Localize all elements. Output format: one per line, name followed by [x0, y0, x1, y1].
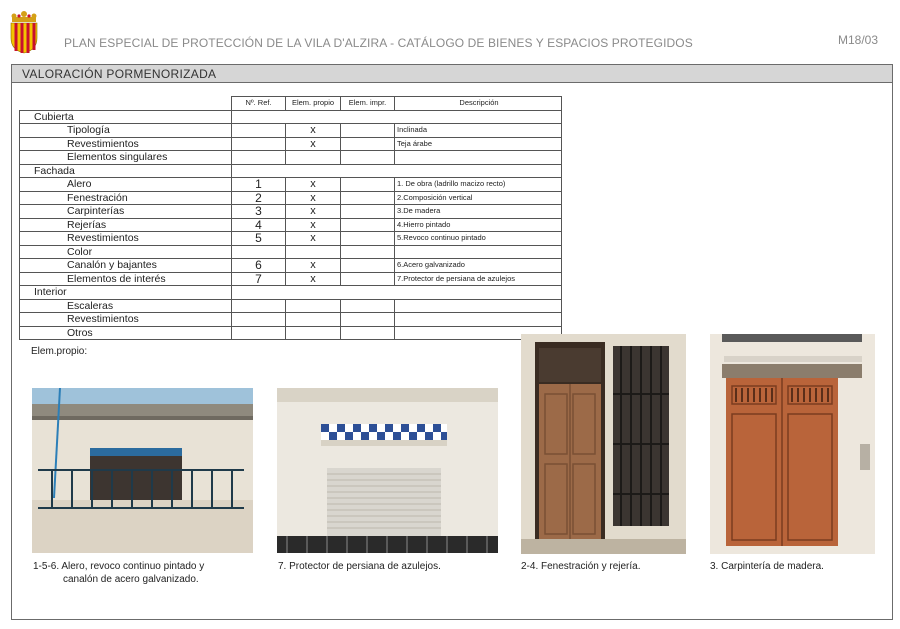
alzira-coat-of-arms-logo: [8, 10, 40, 54]
fenestration-grille-image: [521, 334, 686, 554]
document-title: PLAN ESPECIAL DE PROTECCIÓN DE LA VILA D'ALZIRA - CATÁLOGO DE BIENES Y ESPACIOS PROTEGIDOS: [64, 36, 693, 50]
row-description: [395, 299, 562, 313]
table-group-row: [20, 286, 562, 300]
group-filler: [232, 110, 562, 124]
row-description: Inclinada: [395, 124, 562, 138]
row-ref: [232, 137, 286, 151]
row-imp-mark: [341, 205, 395, 219]
row-description: 4.Hierro pintado: [395, 218, 562, 232]
row-imp-mark: [341, 124, 395, 138]
row-description: 1. De obra (ladrillo macizo recto): [395, 178, 562, 192]
row-label: Carpinterías: [20, 205, 232, 219]
row-description: 2.Composición vertical: [395, 191, 562, 205]
row-imp-mark: [341, 299, 395, 313]
row-description: [395, 151, 562, 165]
row-imp-mark: [341, 137, 395, 151]
photo-caption-1-line1: 1-5-6. Alero, revoco continuo pintado y: [33, 561, 205, 572]
photo-eave-balcony: [32, 388, 253, 553]
table-group-row: [20, 164, 562, 178]
table-row: [20, 205, 562, 219]
header-imp: Elem. impr.: [341, 97, 395, 111]
photo-caption-1: [33, 560, 204, 586]
tile-shutter-image: [277, 388, 498, 553]
row-ref: [232, 151, 286, 165]
row-label: Otros: [20, 326, 232, 340]
table-row: [20, 245, 562, 259]
row-description: 3.De madera: [395, 205, 562, 219]
row-label: Revestimientos: [20, 137, 232, 151]
row-label: Tipología: [20, 124, 232, 138]
row-imp-mark: [341, 259, 395, 273]
group-label: Fachada: [20, 164, 232, 178]
row-ref: 5: [232, 232, 286, 246]
row-imp-mark: [341, 245, 395, 259]
row-own-mark: x: [286, 232, 341, 246]
row-label: Alero: [20, 178, 232, 192]
row-description: 6.Acero galvanizado: [395, 259, 562, 273]
row-imp-mark: [341, 272, 395, 286]
row-ref: [232, 326, 286, 340]
row-label: Color: [20, 245, 232, 259]
table-header-row: [20, 97, 562, 111]
row-own-mark: x: [286, 191, 341, 205]
row-label: Revestimientos: [20, 313, 232, 327]
photo-caption-1-line2: canalón de acero galvanizado.: [63, 574, 199, 585]
row-description: [395, 245, 562, 259]
table-row: [20, 232, 562, 246]
photo-wooden-door: [710, 334, 875, 554]
row-own-mark: [286, 299, 341, 313]
row-ref: 1: [232, 178, 286, 192]
row-imp-mark: [341, 178, 395, 192]
table-row: [20, 178, 562, 192]
table-row: [20, 299, 562, 313]
row-label: Elementos de interés: [20, 272, 232, 286]
row-label: Rejerías: [20, 218, 232, 232]
row-ref: 4: [232, 218, 286, 232]
header-desc: Descripción: [395, 97, 562, 111]
photo-tile-shutter: [277, 388, 498, 553]
header-own: Elem. propio: [286, 97, 341, 111]
row-own-mark: x: [286, 137, 341, 151]
table-row: [20, 137, 562, 151]
row-imp-mark: [341, 218, 395, 232]
legend-label: Elem.propio:: [31, 346, 88, 357]
table-row: [20, 326, 562, 340]
row-ref: 6: [232, 259, 286, 273]
row-ref: 2: [232, 191, 286, 205]
row-description: 7.Protector de persiana de azulejos: [395, 272, 562, 286]
row-own-mark: [286, 326, 341, 340]
table-row: [20, 191, 562, 205]
row-imp-mark: [341, 191, 395, 205]
row-own-mark: x: [286, 272, 341, 286]
row-ref: [232, 299, 286, 313]
eave-balcony-image: [32, 388, 253, 553]
row-own-mark: x: [286, 205, 341, 219]
photo-caption-2: 7. Protector de persiana de azulejos.: [278, 561, 441, 572]
row-description: 5.Revoco continuo pintado: [395, 232, 562, 246]
table-body: [20, 110, 562, 340]
row-label: Fenestración: [20, 191, 232, 205]
group-filler: [232, 164, 562, 178]
row-own-mark: x: [286, 124, 341, 138]
section-title-bar: VALORACIÓN PORMENORIZADA: [11, 64, 893, 83]
row-label: Elementos singulares: [20, 151, 232, 165]
header-blank: [20, 97, 232, 111]
row-ref: [232, 124, 286, 138]
valuation-table: [19, 96, 562, 340]
table-group-row: [20, 110, 562, 124]
row-imp-mark: [341, 232, 395, 246]
row-ref: [232, 245, 286, 259]
row-imp-mark: [341, 313, 395, 327]
table-row: [20, 272, 562, 286]
wooden-door-image: [710, 334, 875, 554]
row-label: Escaleras: [20, 299, 232, 313]
group-filler: [232, 286, 562, 300]
header-ref: Nº. Ref.: [232, 97, 286, 111]
photo-caption-4: 3. Carpintería de madera.: [710, 561, 824, 572]
row-imp-mark: [341, 326, 395, 340]
row-own-mark: [286, 313, 341, 327]
table-row: [20, 124, 562, 138]
row-own-mark: x: [286, 218, 341, 232]
row-label: Canalón y bajantes: [20, 259, 232, 273]
group-label: Cubierta: [20, 110, 232, 124]
group-label: Interior: [20, 286, 232, 300]
crown-icon: [12, 11, 37, 22]
row-imp-mark: [341, 151, 395, 165]
row-own-mark: x: [286, 259, 341, 273]
row-own-mark: [286, 151, 341, 165]
photo-fenestration-grille: [521, 334, 686, 554]
blue-tile-band: [321, 424, 447, 440]
row-label: Revestimientos: [20, 232, 232, 246]
document-code: M18/03: [837, 33, 878, 47]
row-ref: 7: [232, 272, 286, 286]
table-row: [20, 313, 562, 327]
row-own-mark: x: [286, 178, 341, 192]
photo-caption-3: 2-4. Fenestración y rejería.: [521, 561, 641, 572]
row-description: Teja árabe: [395, 137, 562, 151]
table-row: [20, 259, 562, 273]
row-ref: 3: [232, 205, 286, 219]
table-row: [20, 151, 562, 165]
row-description: [395, 313, 562, 327]
row-ref: [232, 313, 286, 327]
row-own-mark: [286, 245, 341, 259]
table-row: [20, 218, 562, 232]
